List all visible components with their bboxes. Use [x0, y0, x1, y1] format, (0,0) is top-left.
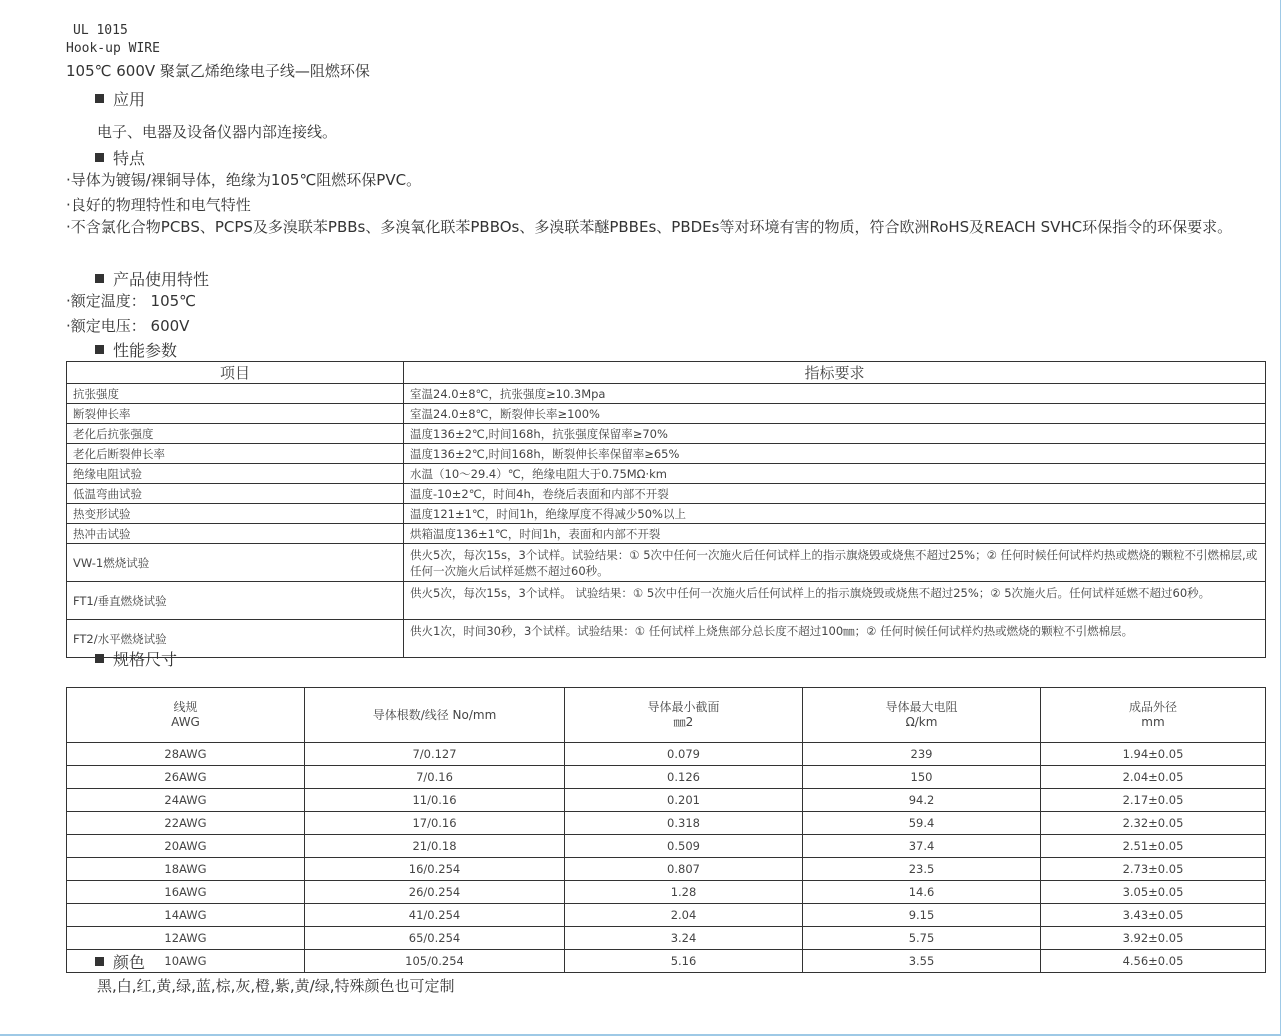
square-bullet-icon [95, 153, 104, 162]
test-item: 热冲击试验 [67, 524, 404, 544]
test-item: 低温弯曲试验 [67, 484, 404, 504]
test-requirement: 温度136±2℃,时间168h，抗张强度保留率≥70% [404, 424, 1266, 444]
table-row [67, 927, 1266, 950]
section-label: 特点 [113, 149, 146, 168]
test-item: VW-1燃烧试验 [67, 544, 404, 582]
strand-cell: 7/0.127 [305, 743, 565, 766]
strand-cell: 11/0.16 [305, 789, 565, 812]
diameter-cell: 2.17±0.05 [1041, 789, 1266, 812]
header-line: mm [1141, 715, 1165, 729]
resistance-cell: 14.6 [803, 881, 1041, 904]
test-item: 断裂伸长率 [67, 404, 404, 424]
strand-cell: 17/0.16 [305, 812, 565, 835]
header-line: 导体最小截面 [647, 700, 720, 714]
table-row [67, 404, 1266, 424]
awg-cell: 18AWG [67, 858, 305, 881]
resistance-cell: 23.5 [803, 858, 1041, 881]
section-label: 规格尺寸 [113, 650, 178, 669]
header-line: 成品外径 [1128, 700, 1177, 714]
section-label: 产品使用特性 [113, 270, 210, 289]
section-usage-heading [95, 267, 209, 290]
diameter-cell: 2.04±0.05 [1041, 766, 1266, 789]
test-requirement: 温度136±2℃,时间168h，断裂伸长率保留率≥65% [404, 444, 1266, 464]
strand-cell: 105/0.254 [305, 950, 565, 973]
application-text: 电子、电器及设备仪器内部连接线。 [97, 123, 338, 141]
area-cell: 0.126 [565, 766, 803, 789]
test-requirement: 室温24.0±8℃，抗张强度≥10.3Mpa [404, 384, 1266, 404]
area-cell: 0.807 [565, 858, 803, 881]
square-bullet-icon [95, 274, 104, 283]
test-item: FT1/垂直燃烧试验 [67, 582, 404, 620]
square-bullet-icon [95, 94, 104, 103]
header-line: 线规 [173, 700, 198, 714]
column-header-item: 项目 [67, 362, 404, 384]
section-label: 颜色 [113, 953, 146, 972]
strand-cell: 16/0.254 [305, 858, 565, 881]
test-item: 老化后断裂伸长率 [67, 444, 404, 464]
section-performance-heading [95, 338, 177, 361]
table-row [67, 812, 1266, 835]
diameter-cell: 1.94±0.05 [1041, 743, 1266, 766]
awg-cell: 16AWG [67, 881, 305, 904]
square-bullet-icon [95, 654, 104, 663]
diameter-cell: 3.05±0.05 [1041, 881, 1266, 904]
strand-cell: 21/0.18 [305, 835, 565, 858]
resistance-cell: 3.55 [803, 950, 1041, 973]
rated-voltage: ·额定电压： 600V [66, 317, 190, 335]
table-row [67, 384, 1266, 404]
header-line: AWG [171, 715, 200, 729]
test-item: 老化后抗张强度 [67, 424, 404, 444]
table-row [67, 582, 1266, 620]
table-row [67, 524, 1266, 544]
table-row [67, 464, 1266, 484]
table-row [67, 444, 1266, 464]
diameter-cell: 2.73±0.05 [1041, 858, 1266, 881]
strand-cell: 41/0.254 [305, 904, 565, 927]
column-header-resistance [803, 688, 1041, 743]
test-requirement: 供火1次，时间30秒，3个试样。试验结果：① 任何试样上烧焦部分总长度不超过100㎜；② 任何时候任何试样灼热或燃烧的颗粒不引燃棉层。 [404, 620, 1266, 658]
table-row [67, 424, 1266, 444]
feature-item: ·不含氯化合物PCBS、PCPS及多溴联苯PBBs、多溴氧化联苯PBBOs、多溴联苯醚PBBEs、PBDEs等对环境有害的物质，符合欧洲RoHS及REACH SVHC环保指令的环保要求。 [66, 218, 1233, 236]
area-cell: 1.28 [565, 881, 803, 904]
header-line: Ω/km [905, 715, 938, 729]
table-header-row [67, 688, 1266, 743]
header-line: ㎜2 [673, 715, 694, 729]
diameter-cell: 2.51±0.05 [1041, 835, 1266, 858]
column-header-requirement: 指标要求 [404, 362, 1266, 384]
area-cell: 0.318 [565, 812, 803, 835]
awg-cell: 14AWG [67, 904, 305, 927]
area-cell: 0.509 [565, 835, 803, 858]
header-line: 导体最大电阻 [885, 700, 958, 714]
diameter-cell: 3.43±0.05 [1041, 904, 1266, 927]
table-row [67, 789, 1266, 812]
feature-item: ·导体为镀锡/裸铜导体，绝缘为105℃阻燃环保PVC。 [66, 171, 422, 189]
table-row [67, 743, 1266, 766]
test-item: 绝缘电阻试验 [67, 464, 404, 484]
table-row [67, 544, 1266, 582]
table-row [67, 881, 1266, 904]
test-requirement: 供火5次，每次15s，3个试样。 试验结果：① 5次中任何一次施火后任何试样上的指示旗烧毁或烧焦不超过25%；② 5次施火后。任何试样延燃不超过60秒。 [404, 582, 1266, 620]
area-cell: 2.04 [565, 904, 803, 927]
column-header-strand [305, 688, 565, 743]
area-cell: 0.201 [565, 789, 803, 812]
section-colors-heading [95, 950, 145, 973]
table-row [67, 766, 1266, 789]
table-row [67, 620, 1266, 658]
table-row [67, 904, 1266, 927]
square-bullet-icon [95, 345, 104, 354]
section-application-heading [95, 87, 145, 110]
specs-table [66, 687, 1266, 973]
square-bullet-icon [95, 957, 104, 966]
table-header-row [67, 362, 1266, 384]
test-item: 热变形试验 [67, 504, 404, 524]
strand-cell: 26/0.254 [305, 881, 565, 904]
column-header-outer-diameter [1041, 688, 1266, 743]
table-row [67, 858, 1266, 881]
column-header-awg [67, 688, 305, 743]
section-features-heading [95, 146, 145, 169]
awg-cell: 24AWG [67, 789, 305, 812]
header-line: 导体根数/线径 No/mm [372, 707, 497, 722]
strand-cell: 65/0.254 [305, 927, 565, 950]
area-cell: 3.24 [565, 927, 803, 950]
resistance-cell: 94.2 [803, 789, 1041, 812]
awg-cell: 28AWG [67, 743, 305, 766]
colors-text: 黑,白,红,黄,绿,蓝,棕,灰,橙,紫,黄/绿,特殊颜色也可定制 [97, 977, 455, 995]
section-label: 应用 [113, 90, 146, 109]
test-requirement: 温度121±1℃，时间1h，绝缘厚度不得减少50%以上 [404, 504, 1266, 524]
awg-cell: 20AWG [67, 835, 305, 858]
test-item: FT2/水平燃烧试验 [67, 620, 404, 658]
product-subtitle: Hook-up WIRE [66, 41, 160, 56]
resistance-cell: 5.75 [803, 927, 1041, 950]
section-label: 性能参数 [113, 341, 178, 360]
diameter-cell: 2.32±0.05 [1041, 812, 1266, 835]
resistance-cell: 37.4 [803, 835, 1041, 858]
section-specs-heading [95, 647, 177, 670]
diameter-cell: 4.56±0.05 [1041, 950, 1266, 973]
diameter-cell: 3.92±0.05 [1041, 927, 1266, 950]
resistance-cell: 59.4 [803, 812, 1041, 835]
awg-cell: 10AWG [67, 950, 305, 973]
model-number: UL 1015 [73, 23, 128, 38]
table-row [67, 484, 1266, 504]
table-row [67, 835, 1266, 858]
product-title: 105℃ 600V 聚氯乙烯绝缘电子线—阻燃环保 [66, 62, 370, 80]
test-requirement: 温度-10±2℃，时间4h，卷绕后表面和内部不开裂 [404, 484, 1266, 504]
rated-temperature: ·额定温度： 105℃ [66, 292, 197, 310]
awg-cell: 26AWG [67, 766, 305, 789]
table-row [67, 504, 1266, 524]
area-cell: 5.16 [565, 950, 803, 973]
strand-cell: 7/0.16 [305, 766, 565, 789]
resistance-cell: 239 [803, 743, 1041, 766]
test-requirement: 水温（10～29.4）℃，绝缘电阻大于0.75MΩ·km [404, 464, 1266, 484]
resistance-cell: 9.15 [803, 904, 1041, 927]
awg-cell: 22AWG [67, 812, 305, 835]
test-item: 抗张强度 [67, 384, 404, 404]
test-requirement: 供火5次，每次15s，3个试样。试验结果：① 5次中任何一次施火后任何试样上的指示旗烧毁或烧焦不超过25%；② 任何时候任何试样灼热或燃烧的颗粒不引燃棉层,或任何一次施火后试样延燃不超过60秒。 [404, 544, 1266, 582]
test-requirement: 室温24.0±8℃，断裂伸长率≥100% [404, 404, 1266, 424]
table-row [67, 950, 1266, 973]
column-header-area [565, 688, 803, 743]
test-requirement: 烘箱温度136±1℃，时间1h，表面和内部不开裂 [404, 524, 1266, 544]
feature-item: ·良好的物理特性和电气特性 [66, 196, 251, 214]
performance-table [66, 361, 1266, 658]
resistance-cell: 150 [803, 766, 1041, 789]
area-cell: 0.079 [565, 743, 803, 766]
awg-cell: 12AWG [67, 927, 305, 950]
